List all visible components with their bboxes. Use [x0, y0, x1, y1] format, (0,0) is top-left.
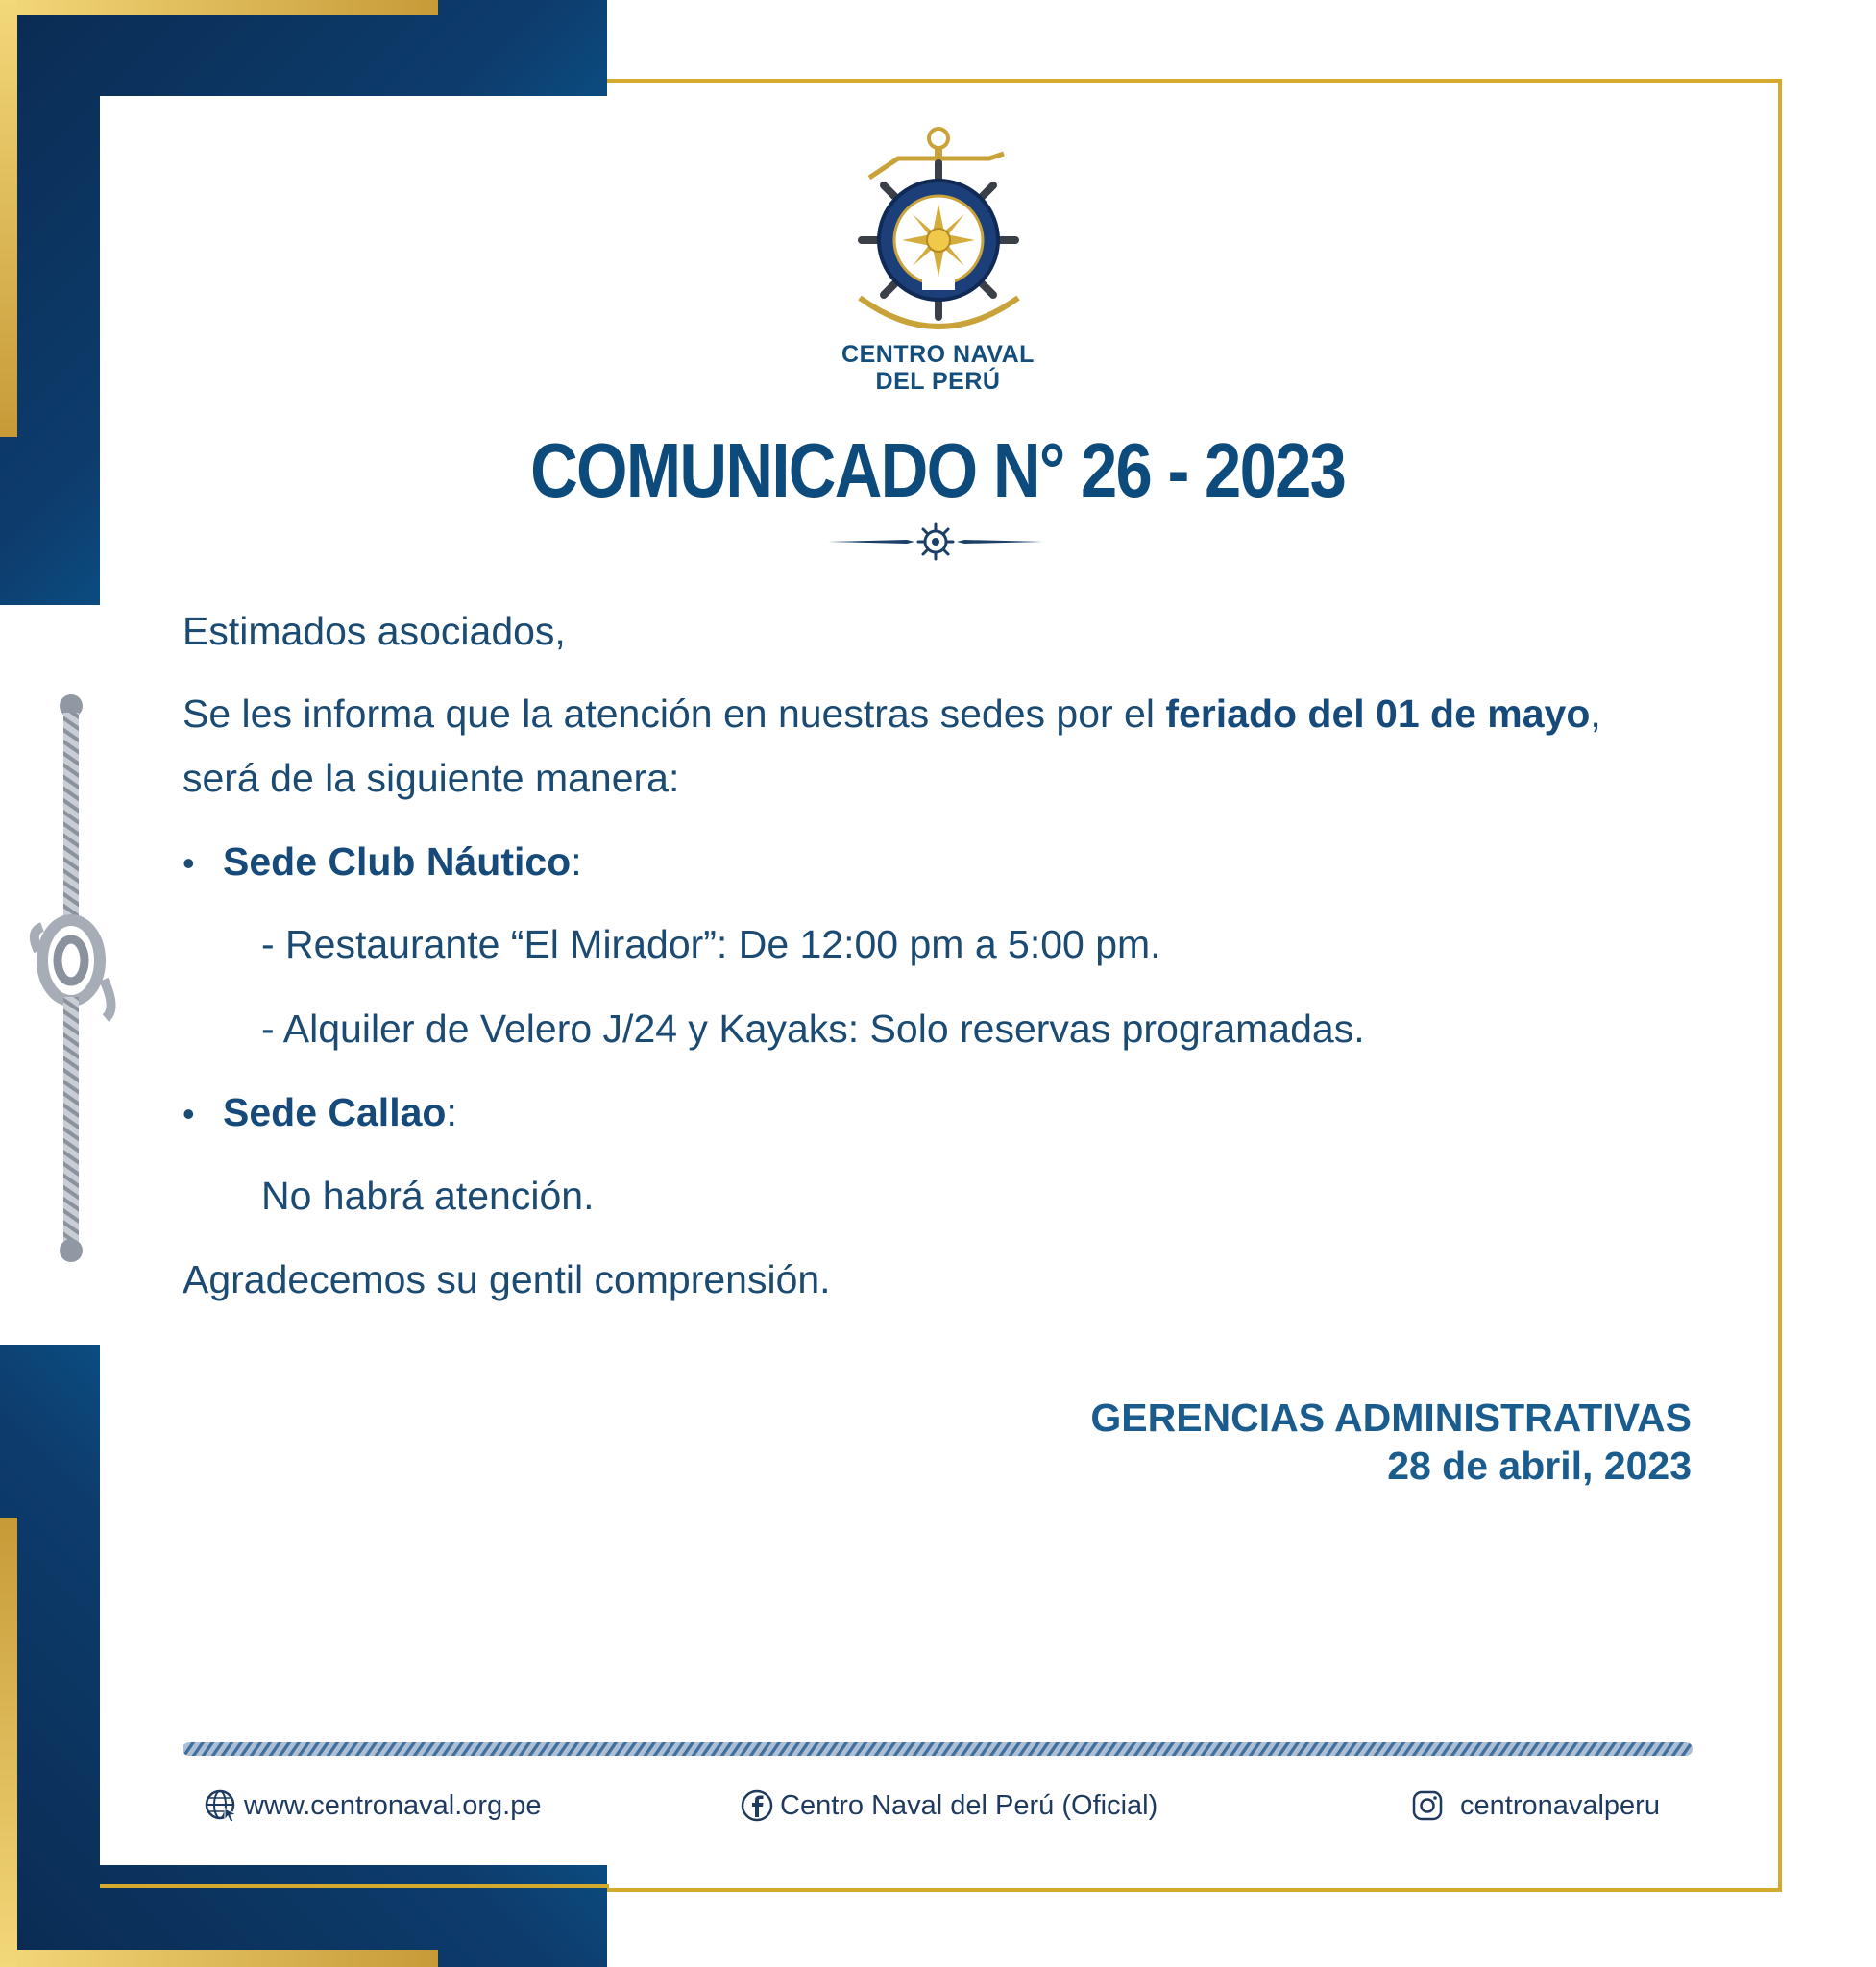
intro-comma: , — [1590, 692, 1601, 736]
gold-accent-bottom — [0, 1950, 438, 1967]
rope-divider — [183, 1741, 1693, 1757]
bullet-title: Sede Callao — [223, 1090, 447, 1134]
closing-text: Agradecemos su gentil comprensión. — [183, 1257, 831, 1301]
globe-icon — [204, 1788, 238, 1823]
gold-accent-top — [0, 0, 438, 15]
greeting: Estimados asociados, — [183, 609, 566, 653]
callao-text: No habrá atención. — [261, 1174, 595, 1218]
intro-text: Se les informa que la atención en nuestras sedes por el — [183, 692, 1166, 736]
footer-instagram[interactable] — [1410, 1788, 1660, 1823]
facebook-text: Centro Naval del Perú (Oficial) — [780, 1790, 1158, 1821]
bullet-title: Sede Club Náutico — [223, 839, 572, 884]
gold-accent-left-bottom — [0, 1518, 17, 1967]
organization-name — [0, 341, 1876, 395]
organization-name-line1: CENTRO NAVAL — [841, 341, 1035, 368]
instagram-text: centronavalperu — [1460, 1790, 1660, 1821]
website-text: www.centronaval.org.pe — [244, 1790, 542, 1821]
intro-paragraph-line2: será de la siguiente manera: — [183, 756, 680, 800]
ship-wheel-icon — [828, 521, 1043, 563]
signature-department: GERENCIAS ADMINISTRATIVAS — [1090, 1396, 1692, 1440]
signature-date: 28 de abril, 2023 — [1387, 1444, 1692, 1488]
bullet-colon: : — [446, 1090, 457, 1134]
footer-facebook[interactable] — [740, 1788, 1157, 1823]
instagram-icon — [1410, 1788, 1445, 1823]
intro-paragraph-line1 — [183, 690, 1601, 738]
holiday-highlight: feriado del 01 de mayo — [1165, 692, 1591, 736]
bullet-sede-club-nautico — [183, 838, 582, 887]
bullet-sede-callao — [183, 1088, 457, 1138]
bullet-item-restaurant: - Restaurante “El Mirador”: De 12:00 pm a 5:00 pm. — [261, 922, 1161, 966]
organization-name-line2: DEL PERÚ — [875, 368, 1001, 395]
page-title: COMUNICADO N° 26 - 2023 — [530, 427, 1346, 513]
facebook-icon — [740, 1788, 774, 1823]
bullet-point: • — [183, 1094, 195, 1133]
footer-website[interactable] — [204, 1788, 542, 1823]
rope-knot-icon — [29, 692, 125, 1268]
gold-frame-bottom — [100, 1884, 609, 1888]
bullet-colon: : — [571, 839, 582, 884]
anchor-emblem-icon — [845, 125, 1033, 331]
bullet-point: • — [183, 843, 195, 883]
bullet-item-rental: - Alquiler de Velero J/24 y Kayaks: Solo reservas programadas. — [261, 1007, 1365, 1051]
